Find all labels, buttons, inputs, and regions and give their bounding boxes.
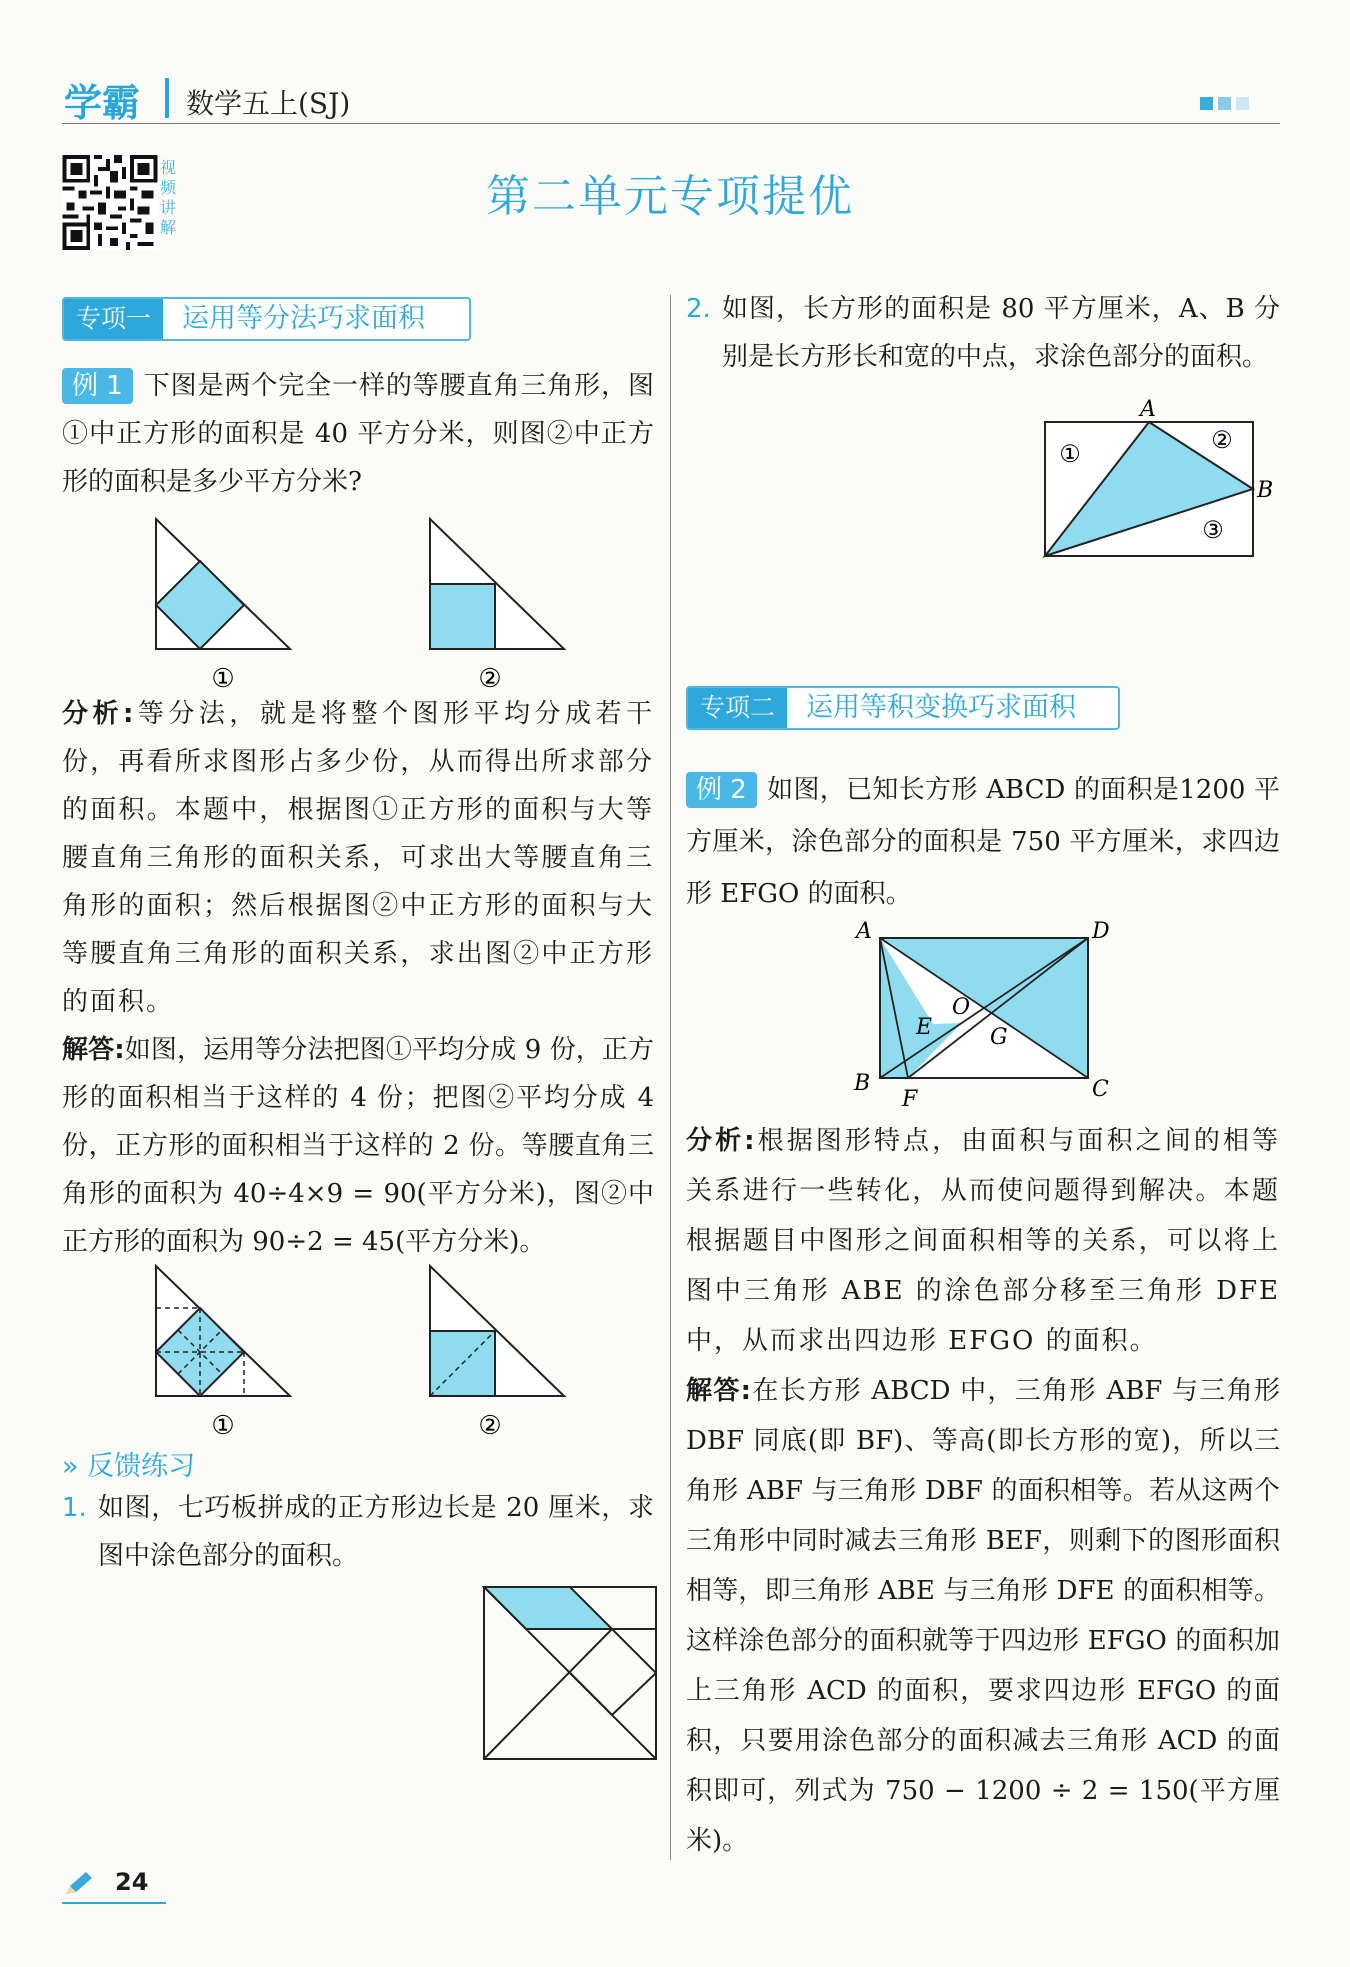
column-divider	[670, 295, 671, 1860]
label-a: A	[856, 919, 872, 944]
header-square-icon	[1218, 97, 1231, 110]
question-2-text: 如图，长方形的面积是 80 平方厘米，A、B 分别是长方形长和宽的中点，求涂色部分的面积。	[722, 294, 1280, 372]
example-problem	[686, 764, 1280, 920]
figure-3-caption: ①	[211, 1411, 235, 1441]
example-problem	[62, 362, 654, 506]
logo-divider	[165, 78, 169, 118]
answer-label: 解答:	[686, 1376, 752, 1406]
brand-logo: 学霸	[64, 81, 141, 125]
region-1-label: ①	[1059, 440, 1081, 468]
answer-block	[686, 1366, 1280, 1866]
qr-label: 视频讲解	[160, 158, 177, 237]
figure-2	[424, 515, 574, 695]
label-f: F	[902, 1087, 918, 1112]
section-title: 运用等积变换巧求面积	[806, 692, 1076, 723]
label-e: E	[916, 1015, 933, 1040]
figure-1	[150, 515, 300, 695]
answer-text: 在长方形 ABCD 中，三角形 ABF 与三角形 DBF 同底(即 BF)、等高(即长方形的宽)，所以三角形 ABF 与三角形 DBF 的面积相等。若从这两个三角形中同时减去三角形 BEF，则剩下的图形面积相等，即三角形 ABE 与三角形 DFE 的面积相等。这样涂色部分的面积就等于四边形 EFGO 的面积加上三角形 ACD 的面积，要求四边形 EFGO 的面积，只要用涂色部分的面积减去三角形 ACD 的面积即可，列式为 750 − 1200 ÷ 2 = 150(平方厘米)。	[686, 1376, 1280, 1856]
problem-text: 下图是两个完全一样的等腰直角三角形，图①中正方形的面积是 40 平方分米，则图②中正方形的面积是多少平方分米?	[62, 371, 654, 497]
section-badge	[686, 686, 1120, 730]
answer-block	[62, 1026, 654, 1266]
section-number: 专项二	[688, 688, 787, 728]
figure-1-caption: ①	[211, 664, 235, 694]
figure-3	[150, 1262, 300, 1442]
figure-4	[424, 1262, 574, 1442]
section-title: 运用等分法巧求面积	[182, 303, 425, 334]
analysis-text: 根据图形特点，由面积与面积之间的相等关系进行一些转化，从而使问题得到解决。本题根据题目中图形之间面积相等的关系，可以将上图中三角形 ABE 的涂色部分移至三角形 DFE 中，从而求出四边形 EFGO 的面积。	[686, 1126, 1280, 1356]
answer-label: 解答:	[62, 1035, 125, 1065]
qr-code-icon[interactable]	[62, 155, 158, 250]
problem-text: 如图，已知长方形 ABCD 的面积是1200 平方厘米，涂色部分的面积是 750 平方厘米，求四边形 EFGO 的面积。	[686, 775, 1280, 909]
region-2-label: ②	[1211, 426, 1233, 454]
section-number: 专项一	[64, 299, 163, 339]
region-3-label: ③	[1202, 516, 1224, 544]
answer-text: 如图，运用等分法把图①平均分成 9 份，正方形的面积相当于这样的 4 份；把图②平均分成 4 份，正方形的面积相当于这样的 2 份。等腰直角三角形的面积为 40÷4×9 = 90(平方分米)，图②中正方形的面积为 90÷2 = 45(平方分米)。	[62, 1035, 654, 1257]
analysis-block	[62, 690, 654, 1026]
question-2-number: 2.	[686, 294, 711, 324]
label-b: B	[1257, 478, 1274, 503]
label-b: B	[854, 1071, 871, 1096]
example-label: 例 2	[686, 772, 757, 808]
analysis-text: 等分法，就是将整个图形平均分成若干份，再看所求图形占多少份，从而得出所求部分的面积。本题中，根据图①正方形的面积与大等腰直角三角形的面积关系，可求出大等腰直角三角形的面积；然后根据图②中正方形的面积与大等腰直角三角形的面积关系，求出图②中正方形的面积。	[62, 699, 654, 1017]
header-square-icon	[1200, 97, 1213, 110]
analysis-block	[686, 1116, 1280, 1366]
page-number: 24	[115, 1868, 149, 1896]
page-title: 第二单元专项提优	[486, 171, 854, 222]
tangram-figure	[482, 1585, 658, 1761]
label-d: D	[1092, 919, 1110, 944]
section-badge	[62, 297, 471, 341]
question-1-number: 1.	[62, 1493, 87, 1523]
label-o: O	[952, 995, 971, 1020]
arrow-icon: »	[62, 1451, 79, 1482]
figure-4-caption: ②	[478, 1411, 502, 1441]
header-rule	[62, 123, 1280, 124]
question-1-text: 如图，七巧板拼成的正方形边长是 20 厘米，求图中涂色部分的面积。	[98, 1493, 654, 1571]
footer-rule	[62, 1902, 166, 1904]
example-2-figure	[850, 918, 1120, 1112]
label-g: G	[990, 1025, 1008, 1050]
q2-rectangle-figure	[1030, 397, 1274, 568]
example-label: 例 1	[62, 368, 133, 404]
question-2	[686, 285, 1280, 381]
analysis-label: 分析:	[62, 699, 136, 729]
figure-2-caption: ②	[478, 664, 502, 694]
analysis-label: 分析:	[686, 1126, 757, 1156]
header-square-icon	[1236, 97, 1249, 110]
book-title: 数学五上(SJ)	[186, 87, 351, 120]
feedback-title: 反馈练习	[87, 1451, 196, 1482]
feedback-heading	[62, 1444, 195, 1483]
label-c: C	[1092, 1077, 1109, 1102]
label-a: A	[1140, 397, 1156, 422]
pencil-icon	[62, 1870, 94, 1898]
question-1	[62, 1484, 654, 1580]
